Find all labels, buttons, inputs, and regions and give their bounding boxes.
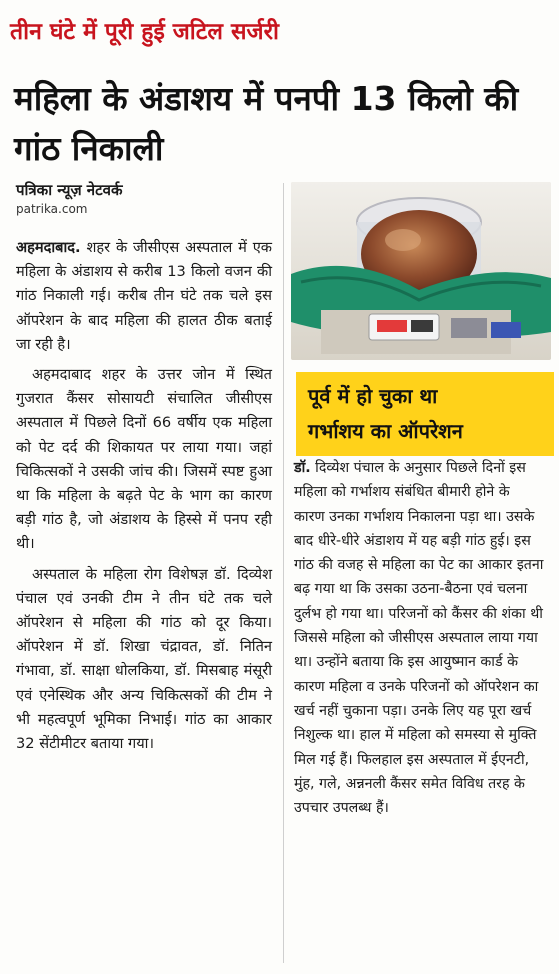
- article-body-left: [16, 236, 272, 762]
- tumor-photo: [291, 182, 551, 360]
- byline: पत्रिका न्यूज़ नेटवर्क: [16, 181, 123, 199]
- paragraph-1-text: शहर के जीसीएस अस्पताल में एक महिला के अंडाशय से करीब 13 किलो वजन की गांठ निकाली गई। करीब तीन घंटे तक चले इस ऑपरेशन के बाद महिला की हालत ठीक बताई जा रही है।: [16, 239, 272, 353]
- article-body-right: [294, 456, 544, 820]
- column-divider: [283, 183, 284, 963]
- kicker-headline: तीन घंटे में पूरी हुई जटिल सर्जरी: [10, 19, 279, 45]
- paragraph-2: अहमदाबाद शहर के उत्तर जोन में स्थित गुजरात कैंसर सोसायटी संचालित जीसीएस अस्पताल में पिछले दिनों 66 वर्षीय एक महिला को पेट दर्द की शिकायत पर लाया गया। जहां चिकित्सकों ने उसकी जांच की। जिसमें स्पष्ट हुआ था कि महिला के बढ़ते पेट के भाग का कारण बड़ी गांठ है, जो अंडाशय के हिस्से में पनप रही थी।: [16, 366, 272, 553]
- subheading-box: [296, 372, 554, 456]
- subheading-line-1: पूर्व में हो चुका था: [308, 384, 438, 408]
- paragraph-3: अस्पताल के महिला रोग विशेषज्ञ डॉ. दिव्येश पंचाल एवं उनकी टीम ने तीन घंटे तक चले ऑपरेशन से महिला की गांठ को दूर किया। ऑपरेशन में डॉ. शिखा चंद्रावत, डॉ. नितिन गंभावा, डॉ. साक्षा धोलकिया, डॉ. मिसबाह मंसूरी एवं एनेस्थिक और अन्य चिकित्सकों की टीम ने भी महत्वपूर्ण भूमिका निभाई। गांठ का आकार 32 सेंटीमीटर बताया गया।: [16, 565, 272, 753]
- right-lead: डॉ.: [294, 460, 311, 476]
- right-paragraph-text: दिव्येश पंचाल के अनुसार पिछले दिनों इस महिला को गर्भाशय संबंधित बीमारी होने के कारण उनका गर्भाशय निकालना पड़ा था। उसके बाद धीरे-धीरे अंडाशय में यह बड़ी गांठ हुई। इस गांठ की वजह से महिला का पेट का आकार इतना बढ़ गया था कि उसका उठना-बैठना एवं चलना दुर्लभ हो गया था। परिजनों को कैंसर की शंका थी जिससे महिला को जीसीएस अस्पताल लाया गया था। उन्होंने बताया कि इस आयुष्मान कार्ड के कारण महिला व उनके परिजनों को ऑपरेशन का खर्च नहीं चुकाना पड़ा। उनके लिए यह पूरा खर्च निशुल्क था। हाल में महिला को समस्या से मुक्ति मिल गई हैं। फिलहाल इस अस्पताल में ईएनटी, मुंह, गले, अन्ननली कैंसर समेत विविध तरह के उपचार उपलब्ध हैं।: [294, 460, 544, 817]
- right-paragraph: [294, 456, 544, 820]
- source-site: patrika.com: [16, 202, 88, 216]
- paragraph-1: [16, 236, 272, 357]
- subheading-line-2: गर्भाशय का ऑपरेशन: [308, 419, 463, 443]
- tumor-photo-illustration: [291, 182, 551, 360]
- dateline: अहमदाबाद.: [16, 239, 81, 256]
- main-headline: महिला के अंडाशय में पनपी 13 किलो की गांठ निकाली: [14, 79, 519, 168]
